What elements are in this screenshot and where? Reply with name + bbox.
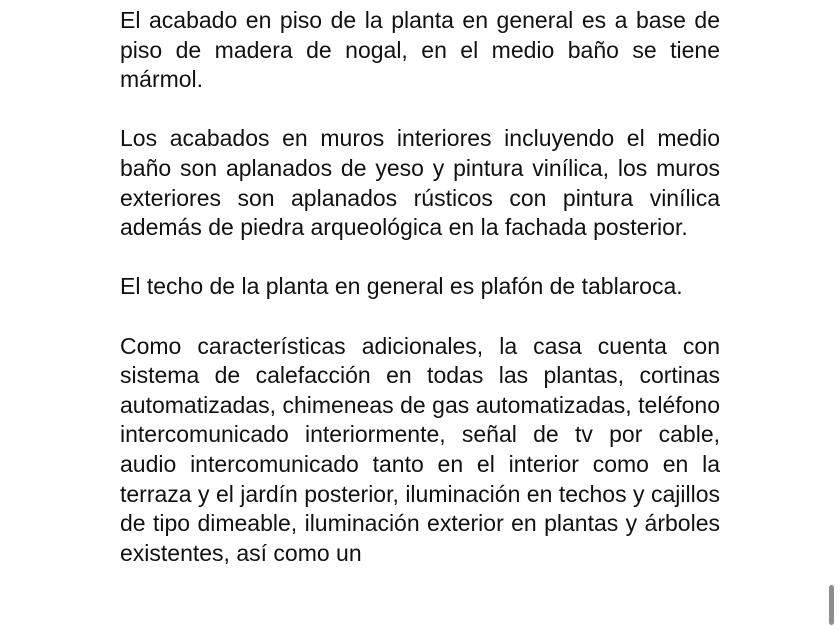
paragraph-ceiling: El techo de la planta en general es plafón de tablaroca.: [120, 273, 683, 300]
scrollbar-thumb[interactable]: [829, 585, 834, 625]
paragraph-wall-finishes: Los acabados en muros interiores incluyendo el medio baño son aplanados de yeso y pintura vinílica, los muros exteriores son aplanados rústicos con pintura vinílica además de piedra arqueológica en la fachada posterior.: [120, 125, 720, 241]
paragraph-additional-features: Como características adicionales, la casa cuenta con sistema de calefacción en todas las plantas, cortinas automatizadas, chimeneas de gas automatizadas, teléfono intercomunicado interiormente, señal de tv por cable, audio intercomunicado tanto en el interior como en la terraza y el jardín posterior, iluminación en techos y cajillos de tipo dimeable, iluminación exterior en plantas y árboles existentes, así como un: [120, 332, 720, 566]
paragraph-floor-finishes: El acabado en piso de la planta en general es a base de piso de madera de nogal, en el medio baño se tiene mármol.: [120, 7, 720, 93]
document-body: [120, 6, 720, 598]
